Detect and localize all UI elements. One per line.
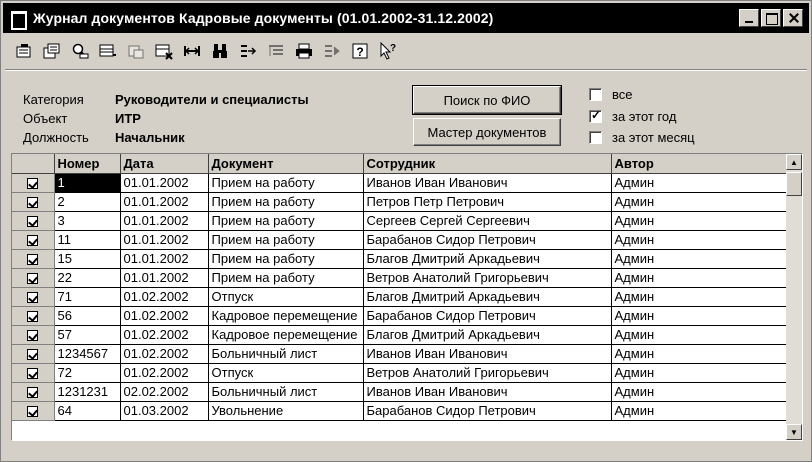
cell-number[interactable]: 1 xyxy=(54,173,120,192)
table-row[interactable] xyxy=(12,249,790,268)
posted-document-icon xyxy=(27,349,38,360)
period-month-checkbox[interactable] xyxy=(589,130,695,145)
cell-employee[interactable]: Барабанов Сидор Петрович xyxy=(363,401,611,420)
scroll-up-button[interactable]: ▲ xyxy=(786,154,802,170)
cell-date[interactable]: 01.03.2002 xyxy=(120,401,208,420)
table-row[interactable] xyxy=(12,230,790,249)
row-status-cell[interactable] xyxy=(12,363,54,382)
post-icon[interactable] xyxy=(321,40,343,62)
document-wizard-button[interactable]: Мастер документов xyxy=(413,118,561,146)
cell-employee[interactable]: Благов Дмитрий Аркадьевич xyxy=(363,325,611,344)
posted-document-icon xyxy=(27,330,38,341)
search-by-name-button[interactable]: Поиск по ФИО xyxy=(413,86,561,114)
cell-number[interactable]: 22 xyxy=(54,268,120,287)
cell-date[interactable]: 01.02.2002 xyxy=(120,306,208,325)
posted-document-icon xyxy=(27,197,38,208)
toolbar-separator xyxy=(5,69,807,71)
svg-text:?: ? xyxy=(356,45,364,59)
cell-employee[interactable]: Ветров Анатолий Григорьевич xyxy=(363,363,611,382)
row-status-cell[interactable] xyxy=(12,211,54,230)
row-status-cell[interactable] xyxy=(12,382,54,401)
cell-number[interactable]: 64 xyxy=(54,401,120,420)
cell-author[interactable]: Админ xyxy=(611,230,790,249)
cell-author[interactable]: Админ xyxy=(611,287,790,306)
toolbar xyxy=(13,39,399,63)
cell-date[interactable]: 02.02.2002 xyxy=(120,382,208,401)
cell-date[interactable]: 01.01.2002 xyxy=(120,268,208,287)
category-value: Руководители и специалисты xyxy=(115,92,309,107)
cell-date[interactable]: 01.02.2002 xyxy=(120,325,208,344)
date-range-icon[interactable] xyxy=(181,40,203,62)
cell-date[interactable]: 01.02.2002 xyxy=(120,344,208,363)
cell-document[interactable]: Прием на работу xyxy=(208,173,363,192)
cell-document[interactable]: Прием на работу xyxy=(208,249,363,268)
table-row[interactable] xyxy=(12,192,790,211)
row-status-cell[interactable] xyxy=(12,173,54,192)
table-row[interactable] xyxy=(12,173,790,192)
goto-icon[interactable] xyxy=(237,40,259,62)
cell-author[interactable]: Админ xyxy=(611,344,790,363)
cell-document[interactable]: Прием на работу xyxy=(208,230,363,249)
table-row[interactable] xyxy=(12,344,790,363)
cell-date[interactable]: 01.01.2002 xyxy=(120,230,208,249)
checkbox-box[interactable] xyxy=(589,88,602,101)
cell-number[interactable]: 72 xyxy=(54,363,120,382)
posted-document-icon xyxy=(27,292,38,303)
row-status-cell[interactable] xyxy=(12,230,54,249)
table-body xyxy=(12,173,790,420)
cell-employee[interactable]: Петров Петр Петрович xyxy=(363,192,611,211)
new-row-icon[interactable] xyxy=(97,40,119,62)
checkbox-box[interactable] xyxy=(589,110,602,123)
table-row[interactable] xyxy=(12,287,790,306)
posted-document-icon xyxy=(27,368,38,379)
posted-document-icon xyxy=(27,406,38,417)
period-all-label: все xyxy=(612,87,633,102)
cell-date[interactable]: 01.01.2002 xyxy=(120,211,208,230)
cell-employee[interactable]: Барабанов Сидор Петрович xyxy=(363,306,611,325)
row-status-cell[interactable] xyxy=(12,325,54,344)
position-label: Должность xyxy=(23,130,89,145)
cell-number[interactable]: 11 xyxy=(54,230,120,249)
view-document-icon[interactable] xyxy=(69,40,91,62)
column-header-number[interactable]: Номер xyxy=(54,154,120,173)
checkbox-box[interactable] xyxy=(589,131,602,144)
column-header-employee[interactable]: Сотрудник xyxy=(363,154,611,173)
row-status-cell[interactable] xyxy=(12,344,54,363)
new-document-icon[interactable] xyxy=(13,40,35,62)
posted-document-icon xyxy=(27,273,38,284)
cell-author[interactable]: Админ xyxy=(611,211,790,230)
cell-employee[interactable]: Барабанов Сидор Петрович xyxy=(363,230,611,249)
cell-author[interactable]: Админ xyxy=(611,325,790,344)
period-year-checkbox[interactable] xyxy=(589,109,676,124)
cell-author[interactable]: Админ xyxy=(611,382,790,401)
print-icon[interactable] xyxy=(293,40,315,62)
scroll-down-button[interactable]: ▼ xyxy=(786,424,802,440)
row-status-cell[interactable] xyxy=(12,268,54,287)
title-bar[interactable] xyxy=(3,3,809,33)
cell-date[interactable]: 01.02.2002 xyxy=(120,287,208,306)
cell-number[interactable]: 3 xyxy=(54,211,120,230)
table-row[interactable] xyxy=(12,363,790,382)
cell-document[interactable]: Кадровое перемещение xyxy=(208,325,363,344)
delete-icon[interactable] xyxy=(153,40,175,62)
cell-document[interactable]: Отпуск xyxy=(208,363,363,382)
posted-document-icon xyxy=(27,178,38,189)
close-button[interactable] xyxy=(783,9,803,27)
minimize-button[interactable] xyxy=(739,9,759,27)
row-status-cell[interactable] xyxy=(12,401,54,420)
filter-info xyxy=(23,90,309,147)
maximize-button[interactable] xyxy=(761,9,781,27)
period-month-label: за этот месяц xyxy=(612,130,695,145)
scroll-thumb[interactable] xyxy=(786,172,802,196)
table-row[interactable] xyxy=(12,306,790,325)
cell-date[interactable]: 01.01.2002 xyxy=(120,192,208,211)
cell-document[interactable]: Кадровое перемещение xyxy=(208,306,363,325)
svg-text:?: ? xyxy=(389,43,397,54)
cell-employee[interactable]: Сергеев Сергей Сергеевич xyxy=(363,211,611,230)
posted-document-icon xyxy=(27,216,38,227)
object-label: Объект xyxy=(23,111,68,126)
table-header xyxy=(12,154,790,173)
cell-document[interactable]: Больничный лист xyxy=(208,382,363,401)
filter-icon[interactable] xyxy=(209,40,231,62)
row-status-cell[interactable] xyxy=(12,192,54,211)
cell-number[interactable]: 1231231 xyxy=(54,382,120,401)
row-status-cell[interactable] xyxy=(12,249,54,268)
help-icon[interactable] xyxy=(349,40,371,62)
cell-document[interactable]: Прием на работу xyxy=(208,268,363,287)
structure-icon[interactable] xyxy=(265,40,287,62)
cell-author[interactable]: Админ xyxy=(611,173,790,192)
cell-number[interactable]: 1234567 xyxy=(54,344,120,363)
column-header-document[interactable]: Документ xyxy=(208,154,363,173)
posted-document-icon xyxy=(27,254,38,265)
category-label: Категория xyxy=(23,92,84,107)
table-row[interactable] xyxy=(12,401,790,420)
context-help-icon[interactable] xyxy=(377,40,399,62)
column-header-author[interactable]: Автор xyxy=(611,154,790,173)
cell-author[interactable]: Админ xyxy=(611,249,790,268)
cell-author[interactable]: Админ xyxy=(611,363,790,382)
posted-document-icon xyxy=(27,235,38,246)
cell-employee[interactable]: Иванов Иван Иванович xyxy=(363,173,611,192)
table-row[interactable] xyxy=(12,382,790,401)
period-year-label: за этот год xyxy=(612,109,677,124)
cell-document[interactable]: Отпуск xyxy=(208,287,363,306)
cell-document[interactable]: Увольнение xyxy=(208,401,363,420)
posted-document-icon xyxy=(27,387,38,398)
cell-employee[interactable]: Ветров Анатолий Григорьевич xyxy=(363,268,611,287)
vertical-scrollbar[interactable] xyxy=(786,154,802,440)
cell-author[interactable]: Админ xyxy=(611,192,790,211)
journal-icon[interactable] xyxy=(9,9,27,27)
table-row[interactable] xyxy=(12,268,790,287)
cell-author[interactable]: Админ xyxy=(611,268,790,287)
column-header-status[interactable] xyxy=(12,154,54,173)
cell-document[interactable]: Прием на работу xyxy=(208,192,363,211)
cell-number[interactable]: 56 xyxy=(54,306,120,325)
object-value: ИТР xyxy=(115,111,141,126)
posted-document-icon xyxy=(27,311,38,322)
cell-employee[interactable]: Иванов Иван Иванович xyxy=(363,382,611,401)
row-status-cell[interactable] xyxy=(12,287,54,306)
cell-author[interactable]: Админ xyxy=(611,306,790,325)
cell-date[interactable]: 01.01.2002 xyxy=(120,249,208,268)
cell-date[interactable]: 01.01.2002 xyxy=(120,173,208,192)
documents-table[interactable] xyxy=(11,153,803,441)
cell-number[interactable]: 57 xyxy=(54,325,120,344)
row-status-cell[interactable] xyxy=(12,306,54,325)
position-value: Начальник xyxy=(115,130,185,145)
window-controls xyxy=(739,9,803,27)
cell-document[interactable]: Больничный лист xyxy=(208,344,363,363)
cell-date[interactable]: 01.02.2002 xyxy=(120,363,208,382)
cell-employee[interactable]: Иванов Иван Иванович xyxy=(363,344,611,363)
edit-icon[interactable] xyxy=(125,40,147,62)
cell-number[interactable]: 2 xyxy=(54,192,120,211)
cell-number[interactable]: 15 xyxy=(54,249,120,268)
column-header-date[interactable]: Дата xyxy=(120,154,208,173)
window-title: Журнал документов Кадровые документы (01.01.2002-31.12.2002) xyxy=(33,10,494,26)
cell-employee[interactable]: Благов Дмитрий Аркадьевич xyxy=(363,249,611,268)
copy-document-icon[interactable] xyxy=(41,40,63,62)
cell-employee[interactable]: Благов Дмитрий Аркадьевич xyxy=(363,287,611,306)
cell-number[interactable]: 71 xyxy=(54,287,120,306)
cell-author[interactable]: Админ xyxy=(611,401,790,420)
table-row[interactable] xyxy=(12,325,790,344)
cell-document[interactable]: Прием на работу xyxy=(208,211,363,230)
table-row[interactable] xyxy=(12,211,790,230)
period-all-checkbox[interactable] xyxy=(589,87,633,102)
